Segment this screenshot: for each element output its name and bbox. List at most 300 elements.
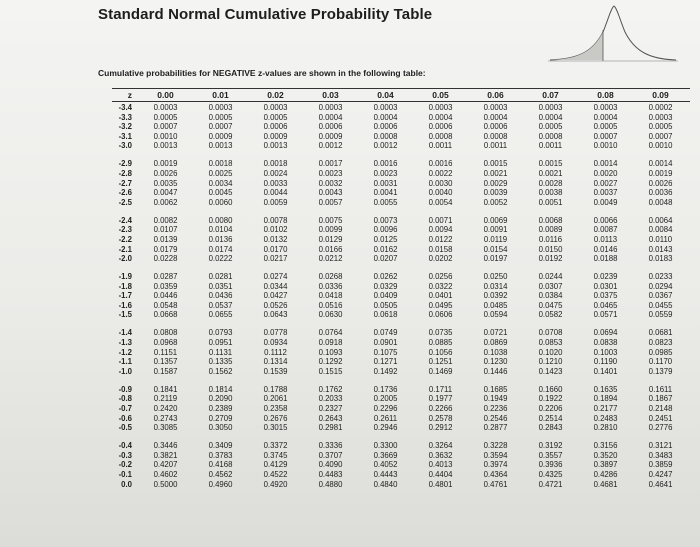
probability-cell: 0.0060: [208, 197, 233, 207]
probability-cell: 0.4325: [538, 469, 563, 479]
probability-cell: 0.0170: [263, 244, 288, 254]
probability-cell: 0.2912: [428, 423, 453, 433]
header-col: 0.00: [157, 90, 174, 100]
probability-cell: 0.0122: [428, 234, 453, 244]
probability-cell: 0.2776: [648, 423, 673, 433]
table-row: [112, 122, 690, 132]
table-row: [112, 460, 690, 470]
probability-cell: 0.0030: [428, 178, 453, 188]
probability-cell: 0.4404: [428, 469, 453, 479]
probability-cell: 0.4721: [538, 479, 563, 489]
page-title: Standard Normal Cumulative Probability Table: [98, 6, 433, 23]
probability-cell: 0.3632: [428, 450, 453, 460]
probability-cell: 0.1170: [648, 357, 673, 367]
probability-cell: 0.2877: [483, 423, 508, 433]
header-col: 0.02: [267, 90, 284, 100]
probability-cell: 0.1357: [153, 357, 178, 367]
header-col: 0.07: [542, 90, 559, 100]
probability-cell: 0.0150: [538, 244, 563, 254]
probability-cell: 0.0004: [318, 112, 343, 122]
probability-cell: 0.0005: [208, 112, 233, 122]
probability-cell: 0.3707: [318, 450, 343, 460]
table-row: [112, 245, 690, 255]
probability-cell: 0.0006: [483, 122, 508, 132]
probability-cell: 0.0582: [538, 310, 563, 320]
probability-cell: 0.0011: [483, 141, 508, 151]
z-value: -0.5: [118, 423, 132, 433]
probability-cell: 0.0005: [538, 122, 563, 132]
probability-cell: 0.0281: [208, 272, 233, 282]
probability-cell: 0.0516: [318, 300, 343, 310]
probability-cell: 0.0078: [263, 215, 288, 225]
probability-cell: 0.0035: [153, 178, 178, 188]
probability-cell: 0.2358: [263, 403, 288, 413]
probability-cell: 0.1736: [373, 384, 398, 394]
table-row: [112, 385, 690, 395]
probability-cell: 0.0322: [428, 281, 453, 291]
table-row: [112, 404, 690, 414]
probability-cell: 0.0694: [593, 328, 618, 338]
table-row: [112, 225, 690, 235]
probability-cell: 0.0006: [373, 122, 398, 132]
table-header-row: [112, 88, 690, 102]
probability-cell: 0.3897: [593, 460, 618, 470]
probability-cell: 0.1587: [153, 366, 178, 376]
normal-curve-icon: [548, 0, 678, 62]
row-group: [112, 216, 690, 264]
probability-cell: 0.0002: [648, 103, 673, 112]
probability-cell: 0.4641: [648, 479, 673, 489]
probability-cell: 0.1131: [208, 347, 233, 357]
probability-cell: 0.1003: [593, 347, 618, 357]
row-group: [112, 159, 690, 207]
z-value: -0.4: [118, 441, 132, 451]
probability-cell: 0.0010: [153, 131, 178, 141]
probability-cell: 0.0256: [428, 272, 453, 282]
probability-cell: 0.3821: [153, 450, 178, 460]
probability-cell: 0.0009: [318, 131, 343, 141]
probability-cell: 0.1401: [593, 366, 618, 376]
probability-cell: 0.3121: [648, 441, 673, 451]
probability-cell: 0.0003: [263, 103, 288, 112]
probability-cell: 0.0885: [428, 338, 453, 348]
z-value: -1.3: [118, 338, 132, 348]
probability-cell: 0.0015: [483, 159, 508, 169]
probability-cell: 0.2810: [593, 423, 618, 433]
probability-cell: 0.1977: [428, 394, 453, 404]
probability-cell: 0.0475: [538, 300, 563, 310]
table-row: [112, 282, 690, 292]
probability-cell: 0.4761: [483, 479, 508, 489]
probability-cell: 0.0014: [648, 159, 673, 169]
probability-cell: 0.0505: [373, 300, 398, 310]
probability-cell: 0.0392: [483, 291, 508, 301]
probability-cell: 0.0166: [318, 244, 343, 254]
probability-cell: 0.1038: [483, 347, 508, 357]
probability-cell: 0.2177: [593, 403, 618, 413]
z-value: -1.1: [118, 357, 132, 367]
z-value: -1.5: [118, 310, 132, 320]
z-value: -2.4: [118, 215, 132, 225]
probability-cell: 0.3745: [263, 450, 288, 460]
probability-cell: 0.0009: [208, 131, 233, 141]
probability-cell: 0.0021: [538, 168, 563, 178]
probability-cell: 0.0068: [538, 215, 563, 225]
probability-cell: 0.0006: [428, 122, 453, 132]
probability-cell: 0.0052: [483, 197, 508, 207]
probability-cell: 0.0436: [208, 291, 233, 301]
z-value: 0.0: [121, 479, 132, 489]
probability-cell: 0.2611: [373, 413, 398, 423]
probability-cell: 0.0003: [208, 103, 233, 112]
probability-cell: 0.0139: [153, 234, 178, 244]
probability-cell: 0.1894: [593, 394, 618, 404]
probability-cell: 0.2843: [538, 423, 563, 433]
probability-cell: 0.4129: [263, 460, 288, 470]
probability-cell: 0.0010: [593, 141, 618, 151]
row-group: [112, 328, 690, 376]
probability-cell: 0.0485: [483, 300, 508, 310]
z-value: -2.1: [118, 244, 132, 254]
probability-cell: 0.2709: [208, 413, 233, 423]
probability-cell: 0.0069: [483, 215, 508, 225]
probability-cell: 0.0031: [373, 178, 398, 188]
probability-cell: 0.1230: [483, 357, 508, 367]
probability-cell: 0.4286: [593, 469, 618, 479]
probability-cell: 0.0041: [373, 188, 398, 198]
probability-cell: 0.0571: [593, 310, 618, 320]
probability-cell: 0.3859: [648, 460, 673, 470]
table-row: [112, 328, 690, 338]
probability-cell: 0.0007: [648, 131, 673, 141]
probability-cell: 0.0013: [263, 141, 288, 151]
table-row: [112, 159, 690, 169]
probability-cell: 0.0099: [318, 225, 343, 235]
table-row: [112, 423, 690, 433]
probability-cell: 0.0015: [538, 159, 563, 169]
probability-cell: 0.1210: [538, 357, 563, 367]
probability-cell: 0.0351: [208, 281, 233, 291]
probability-cell: 0.1611: [648, 384, 673, 394]
probability-cell: 0.0643: [263, 310, 288, 320]
probability-cell: 0.4052: [373, 460, 398, 470]
probability-cell: 0.0188: [593, 254, 618, 264]
probability-cell: 0.0136: [208, 234, 233, 244]
probability-cell: 0.0228: [153, 254, 178, 264]
table-row: [112, 451, 690, 461]
probability-cell: 0.0401: [428, 291, 453, 301]
header-col: 0.08: [597, 90, 614, 100]
probability-cell: 0.0051: [538, 197, 563, 207]
probability-cell: 0.1075: [373, 347, 398, 357]
probability-cell: 0.0116: [538, 234, 563, 244]
probability-cell: 0.2483: [593, 413, 618, 423]
probability-cell: 0.4443: [373, 469, 398, 479]
z-value: -1.6: [118, 300, 132, 310]
probability-cell: 0.2420: [153, 403, 178, 413]
probability-cell: 0.3228: [483, 441, 508, 451]
probability-cell: 0.0951: [208, 338, 233, 348]
probability-cell: 0.0082: [153, 215, 178, 225]
probability-cell: 0.0244: [538, 272, 563, 282]
probability-cell: 0.0526: [263, 300, 288, 310]
probability-cell: 0.4364: [483, 469, 508, 479]
probability-cell: 0.2148: [648, 403, 673, 413]
table-row: [112, 103, 690, 113]
probability-cell: 0.0968: [153, 338, 178, 348]
probability-cell: 0.0037: [593, 188, 618, 198]
probability-cell: 0.0028: [538, 178, 563, 188]
probability-cell: 0.2514: [538, 413, 563, 423]
probability-cell: 0.0004: [538, 112, 563, 122]
probability-cell: 0.1635: [593, 384, 618, 394]
z-value: -0.1: [118, 469, 132, 479]
probability-cell: 0.1446: [483, 366, 508, 376]
probability-cell: 0.2546: [483, 413, 508, 423]
header-col: 0.04: [377, 90, 394, 100]
z-value: -2.5: [118, 197, 132, 207]
probability-cell: 0.0329: [373, 281, 398, 291]
probability-cell: 0.3336: [318, 441, 343, 451]
probability-cell: 0.0036: [648, 188, 673, 198]
probability-cell: 0.0314: [483, 281, 508, 291]
probability-cell: 0.0023: [318, 168, 343, 178]
probability-cell: 0.0026: [648, 178, 673, 188]
probability-cell: 0.0274: [263, 272, 288, 282]
header-col: 0.03: [322, 90, 339, 100]
table-row: [112, 179, 690, 189]
probability-cell: 0.0113: [593, 234, 618, 244]
z-value: -0.7: [118, 403, 132, 413]
probability-cell: 0.0006: [318, 122, 343, 132]
probability-cell: 0.0016: [428, 159, 453, 169]
probability-cell: 0.0003: [373, 103, 398, 112]
probability-cell: 0.0268: [318, 272, 343, 282]
table-row: [112, 291, 690, 301]
header-col: 0.09: [652, 90, 669, 100]
probability-cell: 0.0901: [373, 338, 398, 348]
probability-cell: 0.0708: [538, 328, 563, 338]
z-value: -2.0: [118, 254, 132, 264]
probability-cell: 0.3974: [483, 460, 508, 470]
probability-cell: 0.0017: [318, 159, 343, 169]
probability-cell: 0.4013: [428, 460, 453, 470]
probability-cell: 0.4483: [318, 469, 343, 479]
table-row: [112, 254, 690, 264]
table-row: [112, 169, 690, 179]
probability-cell: 0.0012: [373, 141, 398, 151]
probability-cell: 0.4168: [208, 460, 233, 470]
z-value: -1.4: [118, 328, 132, 338]
probability-cell: 0.0010: [648, 141, 673, 151]
probability-cell: 0.1314: [263, 357, 288, 367]
probability-cell: 0.1271: [373, 357, 398, 367]
probability-cell: 0.0446: [153, 291, 178, 301]
probability-cell: 0.0021: [483, 168, 508, 178]
probability-cell: 0.0040: [428, 188, 453, 198]
probability-cell: 0.0032: [318, 178, 343, 188]
probability-cell: 0.2578: [428, 413, 453, 423]
probability-cell: 0.0197: [483, 254, 508, 264]
probability-cell: 0.3409: [208, 441, 233, 451]
probability-cell: 0.0183: [648, 254, 673, 264]
z-value: -1.7: [118, 291, 132, 301]
probability-cell: 0.1379: [648, 366, 673, 376]
probability-cell: 0.0011: [538, 141, 563, 151]
probability-cell: 0.0721: [483, 328, 508, 338]
probability-cell: 0.2033: [318, 394, 343, 404]
probability-cell: 0.0007: [593, 131, 618, 141]
table-body: [112, 103, 690, 489]
probability-cell: 0.0359: [153, 281, 178, 291]
probability-cell: 0.1335: [208, 357, 233, 367]
table-row: [112, 301, 690, 311]
probability-cell: 0.0174: [208, 244, 233, 254]
probability-cell: 0.1112: [264, 347, 287, 357]
probability-cell: 0.0024: [263, 168, 288, 178]
probability-cell: 0.0307: [538, 281, 563, 291]
probability-cell: 0.0089: [538, 225, 563, 235]
probability-cell: 0.0154: [483, 244, 508, 254]
table-row: [112, 216, 690, 226]
probability-cell: 0.1020: [538, 347, 563, 357]
probability-cell: 0.3936: [538, 460, 563, 470]
probability-cell: 0.0008: [483, 131, 508, 141]
probability-cell: 0.0020: [593, 168, 618, 178]
z-value: -3.0: [118, 141, 132, 151]
probability-cell: 0.2327: [318, 403, 343, 413]
probability-cell: 0.0044: [263, 188, 288, 198]
probability-cell: 0.0853: [538, 338, 563, 348]
row-group: [112, 103, 690, 151]
table-row: [112, 357, 690, 367]
probability-cell: 0.0005: [648, 122, 673, 132]
probability-cell: 0.0668: [153, 310, 178, 320]
probability-cell: 0.0793: [208, 328, 233, 338]
probability-cell: 0.1093: [318, 347, 343, 357]
probability-cell: 0.1949: [483, 394, 508, 404]
probability-cell: 0.0681: [648, 328, 673, 338]
probability-cell: 0.0262: [373, 272, 398, 282]
table-row: [112, 480, 690, 490]
probability-cell: 0.0003: [428, 103, 453, 112]
probability-cell: 0.0054: [428, 197, 453, 207]
z-value: -3.2: [118, 122, 132, 132]
probability-cell: 0.0934: [263, 338, 288, 348]
z-value: -0.6: [118, 413, 132, 423]
header-col: 0.01: [212, 90, 229, 100]
probability-cell: 0.1292: [318, 357, 343, 367]
probability-cell: 0.0192: [538, 254, 563, 264]
probability-cell: 0.0009: [263, 131, 288, 141]
probability-cell: 0.1539: [263, 366, 288, 376]
probability-cell: 0.0033: [263, 178, 288, 188]
z-value: -0.3: [118, 450, 132, 460]
probability-cell: 0.2981: [318, 423, 343, 433]
probability-cell: 0.5000: [153, 479, 178, 489]
probability-cell: 0.0008: [373, 131, 398, 141]
probability-cell: 0.2643: [318, 413, 343, 423]
table-row: [112, 198, 690, 208]
probability-cell: 0.4801: [428, 479, 453, 489]
probability-cell: 0.3483: [648, 450, 673, 460]
probability-cell: 0.4207: [153, 460, 178, 470]
probability-cell: 0.0162: [373, 244, 398, 254]
probability-cell: 0.3594: [483, 450, 508, 460]
row-group: [112, 272, 690, 320]
probability-cell: 0.0038: [538, 188, 563, 198]
probability-cell: 0.0735: [428, 328, 453, 338]
probability-cell: 0.0007: [153, 122, 178, 132]
table-row: [112, 470, 690, 480]
probability-cell: 0.0427: [263, 291, 288, 301]
probability-cell: 0.0012: [318, 141, 343, 151]
probability-cell: 0.3156: [593, 441, 618, 451]
probability-cell: 0.0004: [593, 112, 618, 122]
probability-cell: 0.0057: [318, 197, 343, 207]
probability-cell: 0.0110: [648, 234, 673, 244]
probability-cell: 0.0129: [318, 234, 343, 244]
probability-cell: 0.0003: [648, 112, 673, 122]
table-row: [112, 235, 690, 245]
table-row: [112, 188, 690, 198]
probability-cell: 0.0985: [648, 347, 673, 357]
probability-cell: 0.2119: [153, 394, 178, 404]
probability-cell: 0.0026: [153, 168, 178, 178]
probability-cell: 0.3085: [153, 423, 178, 433]
probability-cell: 0.0019: [648, 168, 673, 178]
probability-cell: 0.0367: [648, 291, 673, 301]
probability-cell: 0.0125: [373, 234, 398, 244]
header-col: 0.06: [487, 90, 504, 100]
probability-cell: 0.0004: [483, 112, 508, 122]
table-row: [112, 348, 690, 358]
probability-cell: 0.4562: [208, 469, 233, 479]
probability-cell: 0.0102: [263, 225, 288, 235]
probability-cell: 0.0838: [593, 338, 618, 348]
probability-cell: 0.3372: [263, 441, 288, 451]
probability-cell: 0.0207: [373, 254, 398, 264]
probability-cell: 0.1056: [428, 347, 453, 357]
probability-cell: 0.0344: [263, 281, 288, 291]
probability-cell: 0.1515: [318, 366, 343, 376]
probability-cell: 0.0096: [373, 225, 398, 235]
probability-cell: 0.2005: [373, 394, 398, 404]
probability-cell: 0.0217: [263, 254, 288, 264]
probability-cell: 0.3669: [373, 450, 398, 460]
probability-cell: 0.0075: [318, 215, 343, 225]
probability-cell: 0.4880: [318, 479, 343, 489]
probability-cell: 0.0655: [208, 310, 233, 320]
probability-cell: 0.1867: [648, 394, 673, 404]
probability-cell: 0.1562: [208, 366, 233, 376]
probability-cell: 0.0094: [428, 225, 453, 235]
probability-cell: 0.0071: [428, 215, 453, 225]
table-row: [112, 132, 690, 142]
probability-cell: 0.1469: [428, 366, 453, 376]
probability-cell: 0.0027: [593, 178, 618, 188]
table-row: [112, 338, 690, 348]
probability-cell: 0.2743: [153, 413, 178, 423]
probability-cell: 0.4602: [153, 469, 178, 479]
probability-cell: 0.0107: [153, 225, 178, 235]
probability-cell: 0.0064: [648, 215, 673, 225]
z-value: -2.2: [118, 234, 132, 244]
probability-cell: 0.0022: [428, 168, 453, 178]
probability-cell: 0.0384: [538, 291, 563, 301]
probability-cell: 0.0301: [593, 281, 618, 291]
probability-cell: 0.3520: [593, 450, 618, 460]
